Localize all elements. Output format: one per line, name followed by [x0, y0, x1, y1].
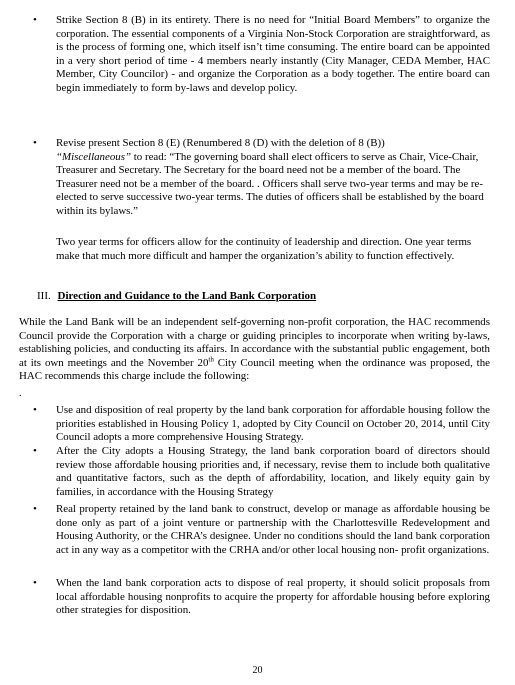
bullet-marker: •: [33, 404, 37, 416]
bullet-marker: •: [33, 137, 37, 149]
paragraph-text: Two year terms for officers allow for the continuity of leadership and direction. One year terms make that much more difficult and hamper the organization’s ability to function effectively.: [56, 236, 472, 262]
stray-period: .: [19, 388, 22, 399]
bullet-marker: •: [33, 14, 37, 26]
bullet-joint-venture: [56, 503, 490, 557]
section-heading: [37, 290, 316, 304]
bullet-housing-policy: [56, 404, 490, 445]
bullet-text: Real property retained by the land bank to construct, develop or manage as affordable housing be done only as part of a joint venture or partnership with the Charlottesville Redevelopment and Housing Authority, or the CHRA’s designee. Under no conditions should the land bank corporation act in any way as a competitor with the CRHA and/or other local housing non- profit organizations.: [56, 503, 490, 556]
bullet-text: to read: “The governing board shall elect officers to serve as Chair, Vice-Chair, Treasurer and Secretary. The Secretary for the board need not be a member of the board. The Treasurer need not be a member of the board. . Officers shall serve two-year terms and may be re-elected to serve successive two-year terms. The duties of officers shall be established by the board within its bylaws.”: [56, 150, 484, 217]
section-title: Direction and Guidance to the Land Bank Corporation: [57, 290, 317, 302]
miscellaneous-label: “Miscellaneous”: [56, 150, 132, 163]
ordinal-suffix: th: [208, 355, 214, 364]
bullet-text: Use and disposition of real property by the land bank corporation for affordable housing follow the priorities established in Housing Policy 1, adopted by City Council on October 20, 2014, until City Council adopts a more comprehensive Housing Strategy.: [56, 404, 490, 444]
intro-text-end: City Council meeting when the ordinance was proposed, the HAC recommends this charge include the following:: [19, 356, 490, 383]
bullet-marker: •: [33, 503, 37, 515]
section-number: III.: [37, 290, 51, 302]
intro-text: While the Land Bank will be an independent self-governing non-profit corporation, the HAC recommends Council provide the Corporation with a charge or guiding principles to incorporate when writing by-laws, establishing policies, and conducting its affairs. In accordance with the substantial public engagement, both at its own meetings and the November 20: [19, 316, 490, 369]
bullet-text: When the land bank corporation acts to dispose of real property, it should solicit proposals from local affordable housing nonprofits to acquire the property for affordable housing before exploring other strategies for disposition.: [56, 577, 490, 617]
page-number: 20: [252, 665, 263, 676]
bullet-text: Strike Section 8 (B) in its entirety. There is no need for “Initial Board Members” to organize the corporation. The essential components of a Virginia Non-Stock Corporation are straightforward, as is the process of forming one, which itself isn’t time consuming. The entire board can be appointed in a very short period of time - 4 members nearly instantly (City Manager, CEDA Member, HAC Member, City Councilor) - and organize the Corporation as a body together. The entire board can begin immediately to form by-laws and develop policy.: [56, 14, 490, 94]
officer-terms-paragraph: [56, 236, 490, 263]
bullet-marker: •: [33, 577, 37, 589]
bullet-revise-section-8e: [56, 137, 490, 219]
bullet-lead: Revise present Section 8 (E) (Renumbered 8 (D) with the deletion of 8 (B)): [56, 137, 385, 149]
bullet-text: After the City adopts a Housing Strategy, the land bank corporation board of directors should review those affordable housing priorities and, if necessary, revise them to include both qualitative and quantitative factors, such as the depth of affordability, location, and likely equity gain by families, in accordance with the Housing Strategy: [56, 445, 490, 498]
bullet-strike-section-8b: [56, 14, 490, 96]
bullet-disposition: [56, 577, 490, 618]
intro-paragraph: [19, 316, 490, 384]
bullet-housing-strategy: [56, 445, 490, 499]
bullet-marker: •: [33, 445, 37, 457]
